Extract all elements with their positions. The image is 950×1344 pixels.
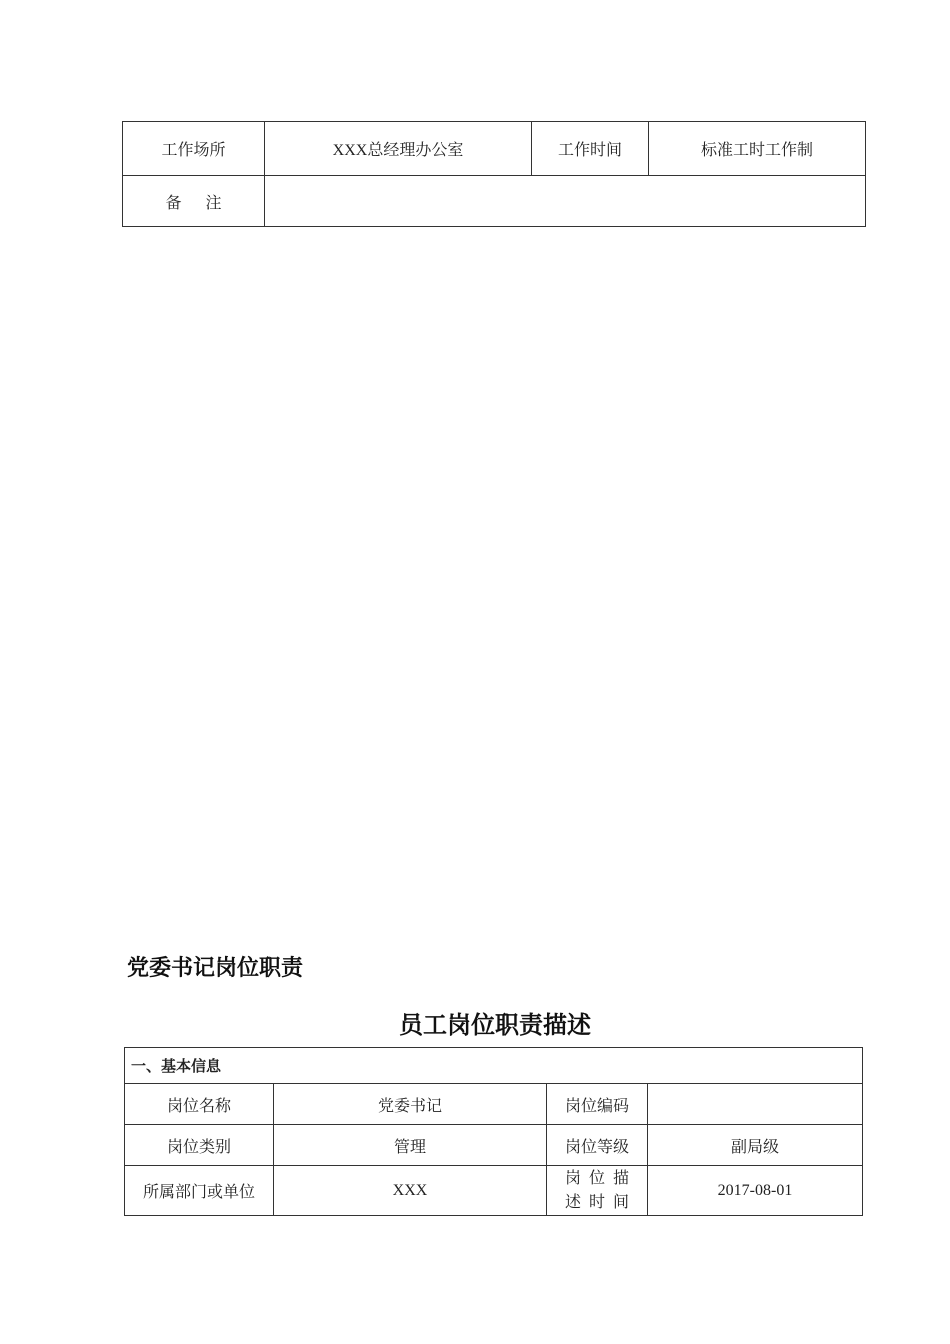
post-grade-label: 岗位等级 (547, 1125, 648, 1166)
department-label: 所属部门或单位 (125, 1166, 274, 1216)
worktime-value: 标准工时工作制 (649, 122, 866, 176)
workplace-label: 工作场所 (123, 122, 265, 176)
table-row (123, 176, 866, 227)
document-title: 员工岗位职责描述 (399, 1011, 591, 1039)
description-time-label (547, 1166, 648, 1216)
work-info-table (122, 121, 866, 227)
department-value: XXX (274, 1166, 547, 1216)
post-category-value: 管理 (274, 1125, 547, 1166)
post-code-label: 岗位编码 (547, 1084, 648, 1125)
post-name-label: 岗位名称 (125, 1084, 274, 1125)
remark-label: 备 注 (123, 176, 265, 227)
workplace-value: XXX总经理办公室 (265, 122, 532, 176)
worktime-label: 工作时间 (532, 122, 649, 176)
table-row (125, 1084, 863, 1125)
table-row (125, 1125, 863, 1166)
table-row (123, 122, 866, 176)
description-time-label-line1: 岗位描 (564, 1169, 637, 1187)
description-time-value: 2017-08-01 (648, 1166, 863, 1216)
post-code-value (648, 1084, 863, 1125)
remark-value (265, 176, 866, 227)
basic-info-section-label: 一、基本信息 (125, 1048, 863, 1084)
post-grade-value: 副局级 (648, 1125, 863, 1166)
table-row (125, 1048, 863, 1084)
section-heading: 党委书记岗位职责 (127, 956, 304, 981)
post-name-value: 党委书记 (274, 1084, 547, 1125)
description-time-label-line2: 述时间 (564, 1193, 637, 1211)
table-row (125, 1166, 863, 1216)
basic-info-table (124, 1047, 863, 1216)
post-category-label: 岗位类别 (125, 1125, 274, 1166)
